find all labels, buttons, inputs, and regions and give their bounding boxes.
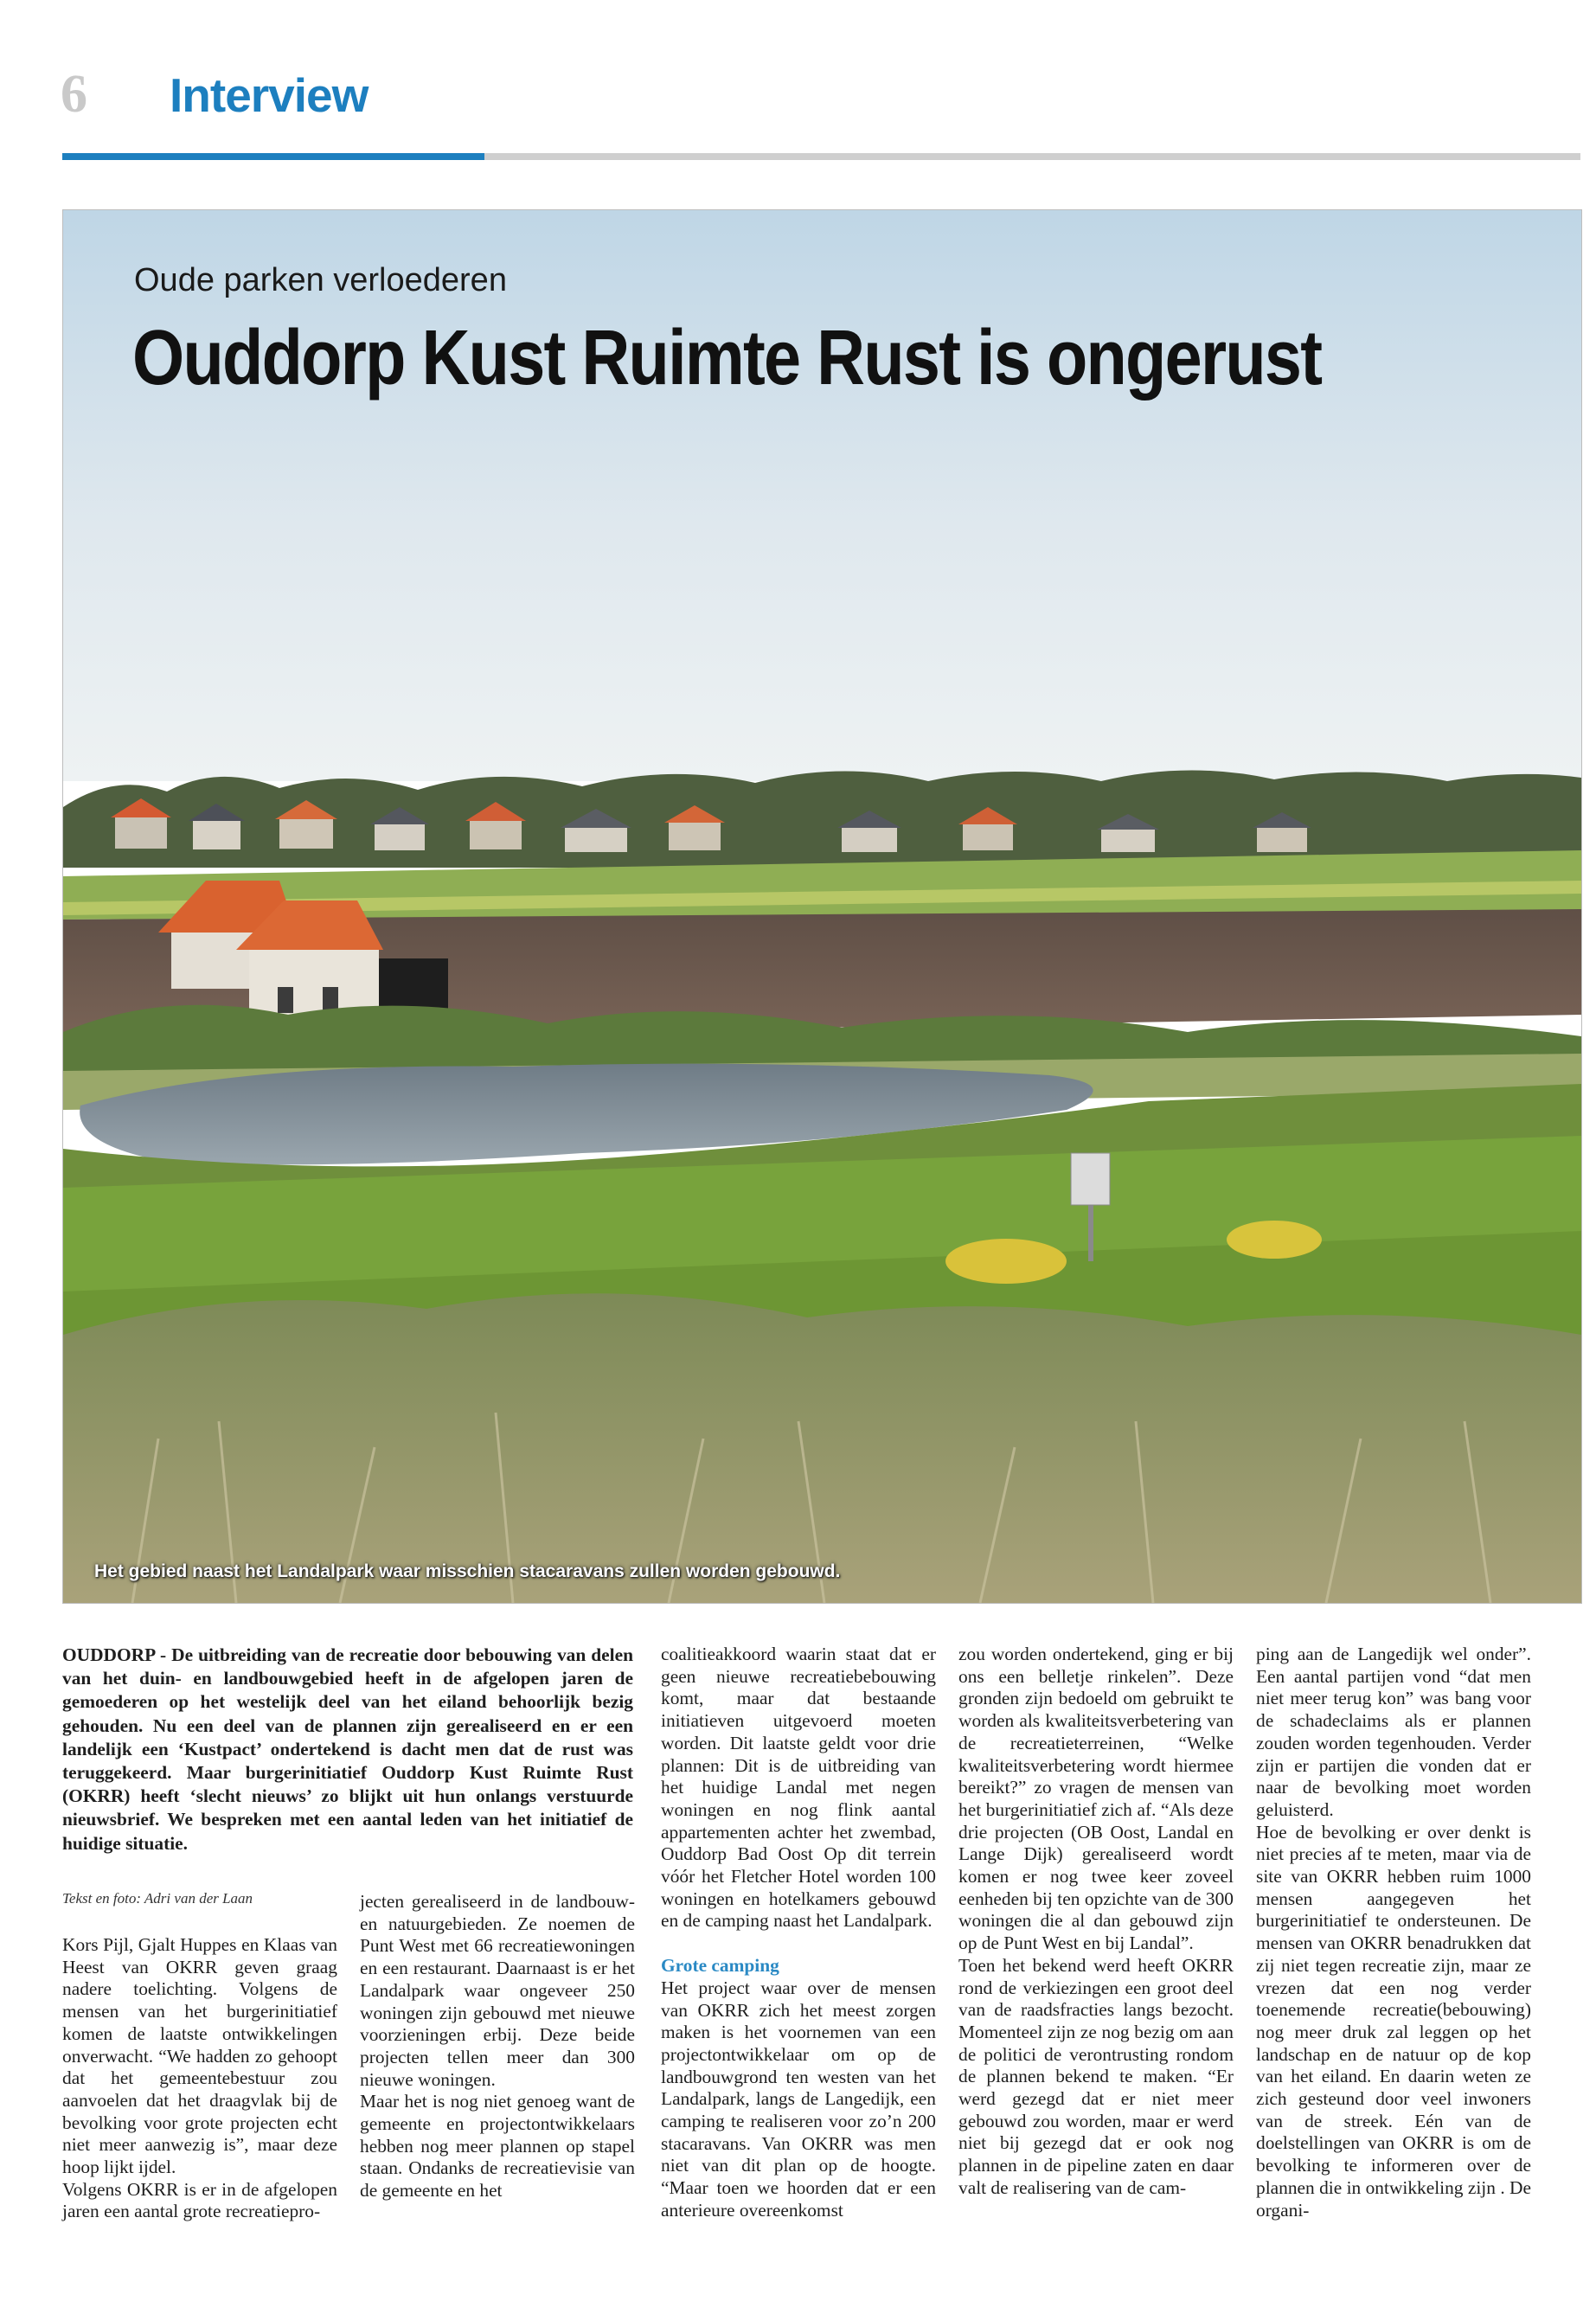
article-lead: OUDDORP - De uitbreiding van de recreatie door bebouwing van delen van het duin- en landbouwgebied heeft in de afgelopen jaren de gemoederen op het westelijk deel van het eiland behoorlijk bezig gehouden. Nu een deel van de plannen zijn gerealiseerd en er een landelijk een ‘Kustpact’ ondertekend is dacht men dat de rust was teruggekeerd. Maar burgerinitiatief Ouddorp Kust Ruimte Rust (OKRR) heeft ‘slecht nieuws’ zo blijkt uit hun onlangs verstuurde nieuwsbrief. We bespreken met een aantal leden van het initiatief de huidige situatie. <box>62 1644 633 1854</box>
body-column-5 <box>1256 1644 1531 2221</box>
paragraph: Hoe de bevolking er over denkt is niet precies af te meten, maar via de site van OKRR hebben ruim 1000 mensen aangegeven het burgerinitiatief te ondersteunen. De mensen van OKRR benadrukken dat zij niet tegen recreatie zijn, maar ze vrezen dat een nog verder toenemende recreatie(bebouwing) nog meer druk zal leggen op het landschap en de natuur op de kop van het eiland. En daarin weten ze zich gesteund door veel inwoners van de streek. Eén van de doelstellingen van OKRR is om de bevolking te informeren over de plannen die in ontwikkeling zijn . De organi- <box>1256 1821 1531 2221</box>
paragraph: ping aan de Langedijk wel onder”. Een aantal partijen vond “dat men niet meer terug kon” was bang voor de schadeclaims als er plannen zouden worden tegenhouden. Verder zijn er partijen die vonden dat er naar de bevolking moet worden geluisterd. <box>1256 1644 1531 1820</box>
article-headline: Ouddorp Kust Ruimte Rust is ongerust <box>132 315 1322 401</box>
article-photo <box>62 209 1582 1604</box>
photo-caption: Het gebied naast het Landalpark waar misschien stacaravans zullen worden gebouwd. <box>94 1561 841 1581</box>
paragraph: Toen het bekend werd heeft OKRR rond de verkiezingen een groot deel van de raadsfracties langs bezocht. Momenteel zijn ze nog bezig om aan de politici de verontrusting rondom de plannen bekend te maken. “Er werd gezegd dat er niet meer gebouwd zou worden, maar er werd niet bij gezegd dat er ook nog plannen in de pipeline zaten en daar valt de realisering van de cam- <box>958 1954 1234 2198</box>
landscape-illustration <box>63 210 1581 1603</box>
section-title: Interview <box>170 68 369 122</box>
byline: Tekst en foto: Adri van der Laan <box>62 1890 253 1907</box>
paragraph: Maar het is nog niet genoeg want de gemeente en projectontwikkelaars hebben nog meer plannen op stapel staan. Ondanks de recreatievisie van de gemeente en het <box>360 2091 635 2202</box>
paragraph: coalitieakkoord waarin staat dat er geen nieuwe recreatiebebouwing komt, maar dat bestaande initiatieven uitgevoerd moeten worden. Dit laatste geldt voor drie plannen: Dit is de uitbreiding van het huidige Landal met negen woningen en nog flink aantal appartementen achter het zwembad, Ouddorp Bad Oost Op dit terrein vóór het Fletcher Hotel worden 100 woningen en hotelkamers gebouwd en de camping naast het Landalpark. <box>661 1644 936 1932</box>
paragraph: Volgens OKRR is er in de afgelopen jaren een aantal grote recreatiepro- <box>62 2178 337 2222</box>
body-column-1 <box>62 1934 337 2223</box>
paragraph: jecten gerealiseerd in de landbouw- en natuurgebieden. Ze noemen de Punt West met 66 recreatiewoningen en een restaurant. Daarnaast is er het Landalpark waar ongeveer 250 woningen zijn gebouwd met nieuwe voorzieningen erbij. Deze beide projecten tellen meer dan 300 nieuwe woningen. <box>360 1891 635 2090</box>
subheading: Grote camping <box>661 1955 779 1977</box>
paragraph: Kors Pijl, Gjalt Huppes en Klaas van Heest van OKRR geven graag nadere toelichting. Volgens de mensen van het burgerinitiatief komen de laatste ontwikkelingen onverwacht. “We hadden zo gehoopt dat het gemeentebestuur zou aanvoelen dat het draagvlak bij de bevolking voor grote projecten echt niet meer aanwezig is”, maar deze hoop lijkt ijdel. <box>62 1934 337 2178</box>
paragraph: zou worden ondertekend, ging er bij ons een belletje rinkelen”. Deze gronden zijn bedoeld om gebruikt te worden als kwaliteitsverbetering van de recreatieterreinen, “Welke kwaliteitsverbetering wordt hiermee bereikt?” zo vragen de mensen van het burgerinitiatief zich af. “Als deze drie projecten (OB Oost, Landal en Lange Dijk) gerealiseerd wordt komen er nog twee keer zoveel eenheden bij ten opzichte van de 300 woningen die al dan gebouwd zijn op de Punt West en bij Landal”. <box>958 1644 1234 1954</box>
paragraph: Het project waar over de mensen van OKRR zich het meest zorgen maken is het voornemen van een projectontwikkelaar om op de landbouwgrond ten westen van het Landalpark, langs de Langedijk, een camping te realiseren voor zo’n 200 stacaravans. Van OKRR was men niet van dit plan op de hoogte. “Maar toen we hoorden dat er een anterieure overeenkomst <box>661 1977 936 2221</box>
page-number: 6 <box>61 65 87 124</box>
body-column-3 <box>661 1644 936 2222</box>
article-subhead: Oude parken verloederen <box>134 262 507 298</box>
header-accent-bar <box>62 153 484 160</box>
body-column-4 <box>958 1644 1234 2200</box>
body-column-2 <box>360 1891 635 2202</box>
